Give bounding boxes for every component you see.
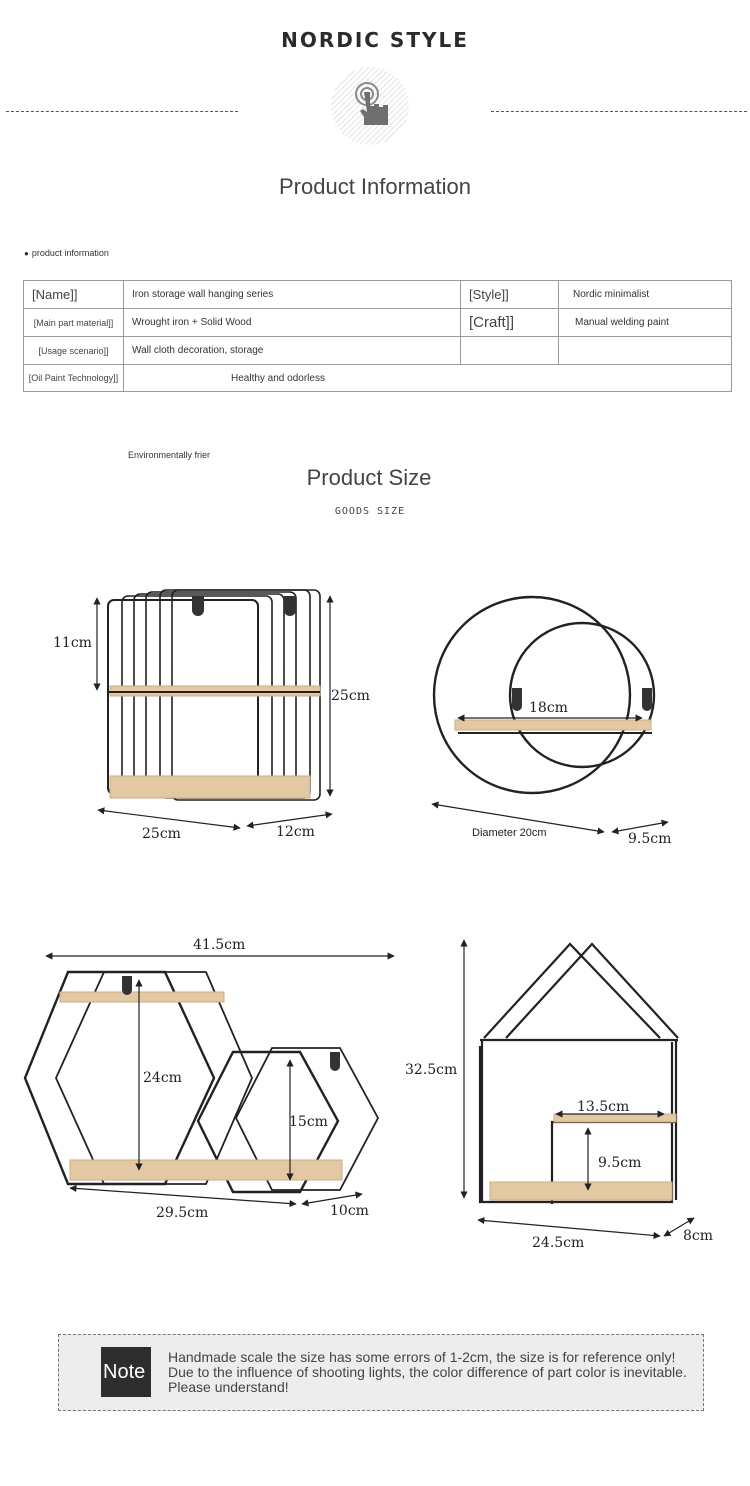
product-size-subtitle: GOODS SIZE: [334, 506, 406, 517]
dimension-label: 29.5cm: [156, 1205, 209, 1221]
table-key: [Main part material]]: [24, 309, 124, 337]
dimension-label: 12cm: [276, 824, 315, 840]
note-box: [58, 1334, 704, 1411]
house-shelf-drawing: [480, 944, 678, 1204]
dimension-label: 9.5cm: [598, 1155, 642, 1171]
table-row: [24, 337, 732, 365]
stray-text: Environmentally frier: [128, 450, 211, 460]
table-key: [Craft]]: [461, 309, 559, 337]
dimension-label: Diameter 20cm: [472, 827, 547, 839]
dimension-label: 24.5cm: [532, 1235, 585, 1251]
round-shelf-drawing: [434, 597, 654, 793]
dimension-label: 15cm: [289, 1114, 328, 1130]
product-info-table: [23, 280, 732, 392]
product-dimension-drawings: [0, 540, 750, 1260]
dimension-label: 18cm: [529, 700, 568, 716]
table-value: [559, 337, 732, 365]
table-key: [Style]]: [461, 281, 559, 309]
table-row: [24, 365, 732, 392]
dimension-label: 41.5cm: [193, 937, 246, 953]
table-key: [Usage scenario]]: [24, 337, 124, 365]
dimension-label: 25cm: [142, 826, 181, 842]
dimension-label: 25cm: [331, 688, 370, 704]
dimension-label: 32.5cm: [405, 1062, 458, 1078]
bullet-icon: ●: [24, 249, 29, 258]
table-key: [Oil Paint Technology]]: [24, 365, 124, 392]
brand-title: NORDIC STYLE: [281, 28, 469, 52]
table-value: Wall cloth decoration, storage: [124, 337, 461, 365]
tap-finger-icon: [330, 66, 410, 146]
table-value: Healthy and odorless: [124, 365, 732, 392]
table-row: [24, 309, 732, 337]
product-info-label-text: product information: [31, 248, 109, 258]
dimension-label: 13.5cm: [577, 1099, 630, 1115]
dimension-label: 24cm: [143, 1070, 182, 1086]
table-row: [24, 281, 732, 309]
table-value: Wrought iron + Solid Wood: [124, 309, 461, 337]
table-value: Iron storage wall hanging series: [124, 281, 461, 309]
dimension-label: 9.5cm: [628, 831, 672, 847]
round-shelf-dimensions: [432, 718, 668, 832]
product-size-title: Product Size: [306, 465, 432, 490]
square-shelf-drawing: [108, 590, 320, 800]
dimension-label: 11cm: [53, 635, 92, 651]
note-tag: Note: [101, 1347, 151, 1397]
table-value: Nordic minimalist: [559, 281, 732, 309]
product-information-title: Product Information: [279, 174, 471, 199]
table-key: [461, 337, 559, 365]
product-info-label: [24, 248, 109, 258]
dimension-label: 10cm: [330, 1203, 369, 1219]
table-value: Manual welding paint: [559, 309, 732, 337]
dimension-label: 8cm: [683, 1228, 714, 1244]
hexagon-shelf-drawing: [25, 972, 378, 1192]
note-text: Handmade scale the size has some errors of 1-2cm, the size is for reference only! Due to the influence of shooting lights, the color difference of part color is inevitable. Please understand!: [168, 1349, 687, 1395]
divider-right: [491, 111, 747, 112]
divider-left: [6, 111, 238, 112]
table-key: [Name]]: [24, 281, 124, 309]
